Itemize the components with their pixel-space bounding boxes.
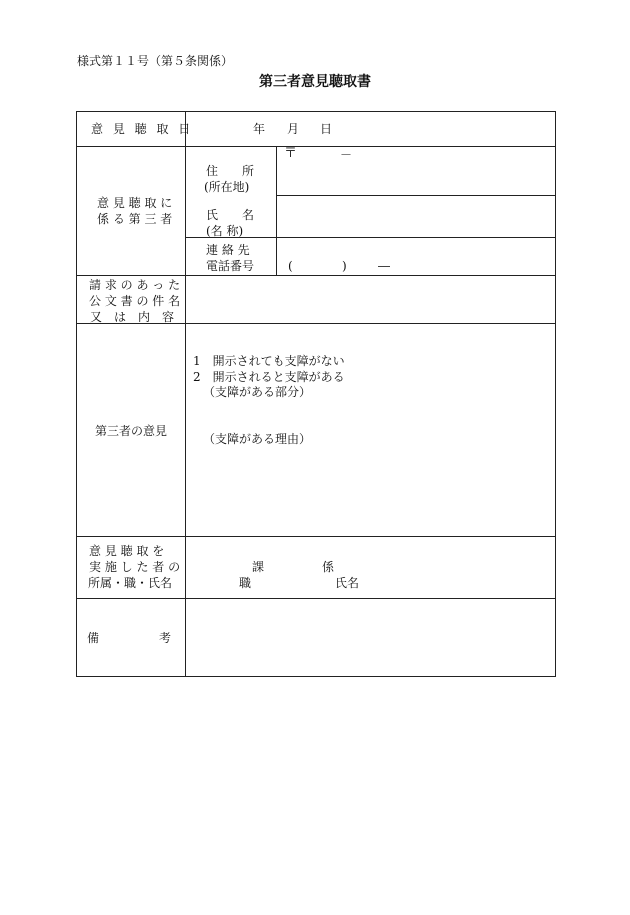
address-label: 住 所 [206,164,255,178]
opinion-option-1: 1 開示されても支障がない [193,354,345,368]
postal-dash: － [340,148,353,162]
column-divider [276,146,277,275]
year-label: 年 [253,122,266,136]
day-label: 日 [320,122,333,136]
third-party-label-line1: 意 見 聴 取 に [97,196,173,210]
row-divider [76,146,556,147]
third-party-label-line2: 係 る 第 三 者 [97,212,173,226]
requested-doc-label-line2: 公 文 書 の 件 名 [89,294,181,308]
document-title: 第三者意見聴取書 [259,74,371,90]
row-divider [276,195,556,196]
implementer-label-line1: 意 見 聴 取 を [89,544,165,558]
row-divider [76,598,556,599]
requested-doc-label-line3: 又 は 内 容 [90,310,175,324]
implementer-name-label: 氏名 [335,576,360,590]
position-label: 職 [239,576,252,590]
phone-open-paren: ( [288,259,293,273]
requested-doc-label-line1: 請 求 の あ っ た [89,278,181,292]
form-number: 様式第１１号（第５条関係） [77,54,234,68]
row-divider [76,275,556,276]
address-sublabel: (所在地) [204,180,250,194]
column-divider [185,111,186,677]
opinion-label: 第三者の意見 [95,424,168,438]
phone-dash: ― [378,259,390,273]
name-sublabel: (名 称) [206,224,244,238]
remarks-label: 備 考 [87,631,172,645]
name-label: 氏 名 [206,208,255,222]
row-divider [76,536,556,537]
contact-label: 連 絡 先 [206,243,250,257]
opinion-option-2: 2 開示されると支障がある [193,370,345,384]
implementer-label-line2: 実 施 し た 者 の [89,560,181,574]
phone-close-paren: ) [342,259,347,273]
subsection-label: 係 [322,560,335,574]
postal-mark: 〒 [284,146,298,161]
opinion-reason: （支障がある理由） [203,432,312,446]
section-label: 課 [252,560,265,574]
phone-label: 電話番号 [206,259,255,273]
opinion-affected-part: （支障がある部分） [203,385,312,399]
implementer-label-line3: 所属・職・氏名 [88,576,173,590]
month-label: 月 [287,122,300,136]
hearing-date-label: 意 見 聴 取 日 [91,122,194,136]
